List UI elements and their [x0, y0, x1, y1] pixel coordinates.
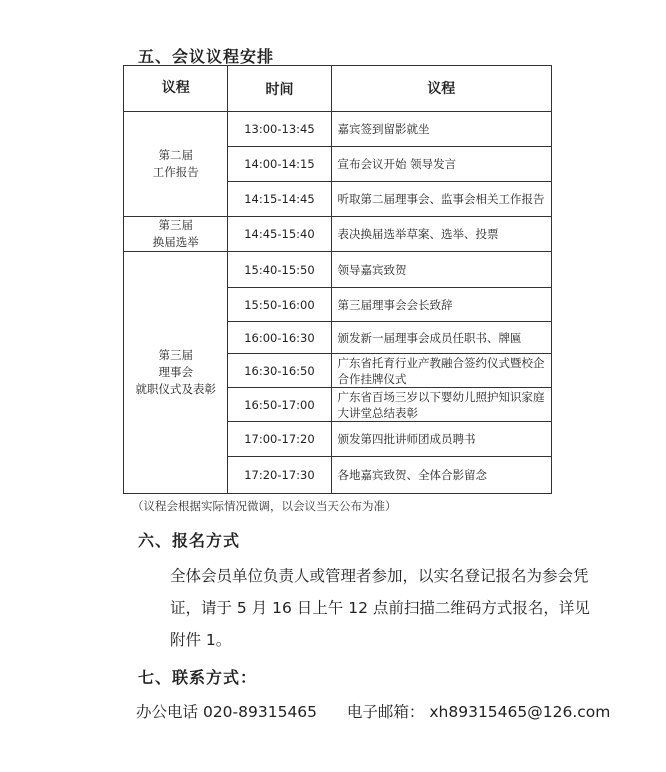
section7-title: 七、联系方式：	[138, 668, 258, 687]
item-cell: 颁发第四批讲师团成员聘书	[331, 422, 551, 457]
registration-paragraph	[136, 560, 596, 656]
time-cell: 17:20-17:30	[228, 457, 331, 494]
item-cell: 嘉宾签到留影就坐	[331, 112, 551, 147]
time-cell: 16:50-17:00	[228, 388, 331, 422]
time-cell: 13:00-13:45	[228, 112, 331, 147]
agenda-note: （议程会根据实际情况微调，以会议当天公布为准）	[132, 499, 397, 513]
phone-label: 办公电话	[136, 703, 199, 721]
item-cell: 宣布会议开始 领导发言	[331, 147, 551, 182]
table-row	[124, 217, 552, 252]
agenda-table	[123, 65, 552, 494]
header-item: 议程	[331, 66, 551, 112]
email-label: 电子邮箱：	[346, 703, 425, 721]
time-cell: 14:15-14:45	[228, 182, 331, 217]
item-cell: 广东省百场三岁以下婴幼儿照护知识家庭大讲堂总结表彰	[331, 388, 551, 422]
item-cell: 广东省托育行业产教融合签约仪式暨校企合作挂牌仪式	[331, 354, 551, 388]
section5-title: 五、会议议程安排	[138, 47, 275, 66]
item-cell: 听取第二届理事会、监事会相关工作报告	[331, 182, 551, 217]
session-cell: 第三届 理事会 就职仪式及表彰	[124, 252, 228, 494]
header-session: 议程	[124, 66, 228, 112]
contact-line	[136, 696, 611, 728]
item-cell: 表决换届选举草案、选举、投票	[331, 217, 551, 252]
time-cell: 15:50-16:00	[228, 288, 331, 322]
time-cell: 14:00-14:15	[228, 147, 331, 182]
time-cell: 15:40-15:50	[228, 252, 331, 288]
time-cell: 14:45-15:40	[228, 217, 331, 252]
table-row	[124, 252, 552, 288]
time-cell: 16:30-16:50	[228, 354, 331, 388]
item-cell: 颁发新一届理事会成员任职书、牌匾	[331, 322, 551, 354]
item-cell: 各地嘉宾致贺、全体合影留念	[331, 457, 551, 494]
time-cell: 17:00-17:20	[228, 422, 331, 457]
email-address: xh89315465@126.com	[429, 703, 611, 721]
item-cell: 领导嘉宾致贺	[331, 252, 551, 288]
session-cell: 第二届 工作报告	[124, 112, 228, 217]
phone-number: 020-89315465	[202, 703, 318, 721]
time-cell: 16:00-16:30	[228, 322, 331, 354]
section6-title: 六、报名方式	[138, 531, 241, 550]
registration-text: 全体会员单位负责人或管理者参加，以实名登记报名为参会凭证，请于 5 月 16 日上午 12 点前扫描二维码方式报名，详见附件 1。	[170, 567, 590, 649]
session-cell: 第三届 换届选举	[124, 217, 228, 252]
header-time: 时间	[228, 66, 331, 112]
item-cell: 第三届理事会会长致辞	[331, 288, 551, 322]
table-header-row	[124, 66, 552, 112]
table-row	[124, 112, 552, 147]
